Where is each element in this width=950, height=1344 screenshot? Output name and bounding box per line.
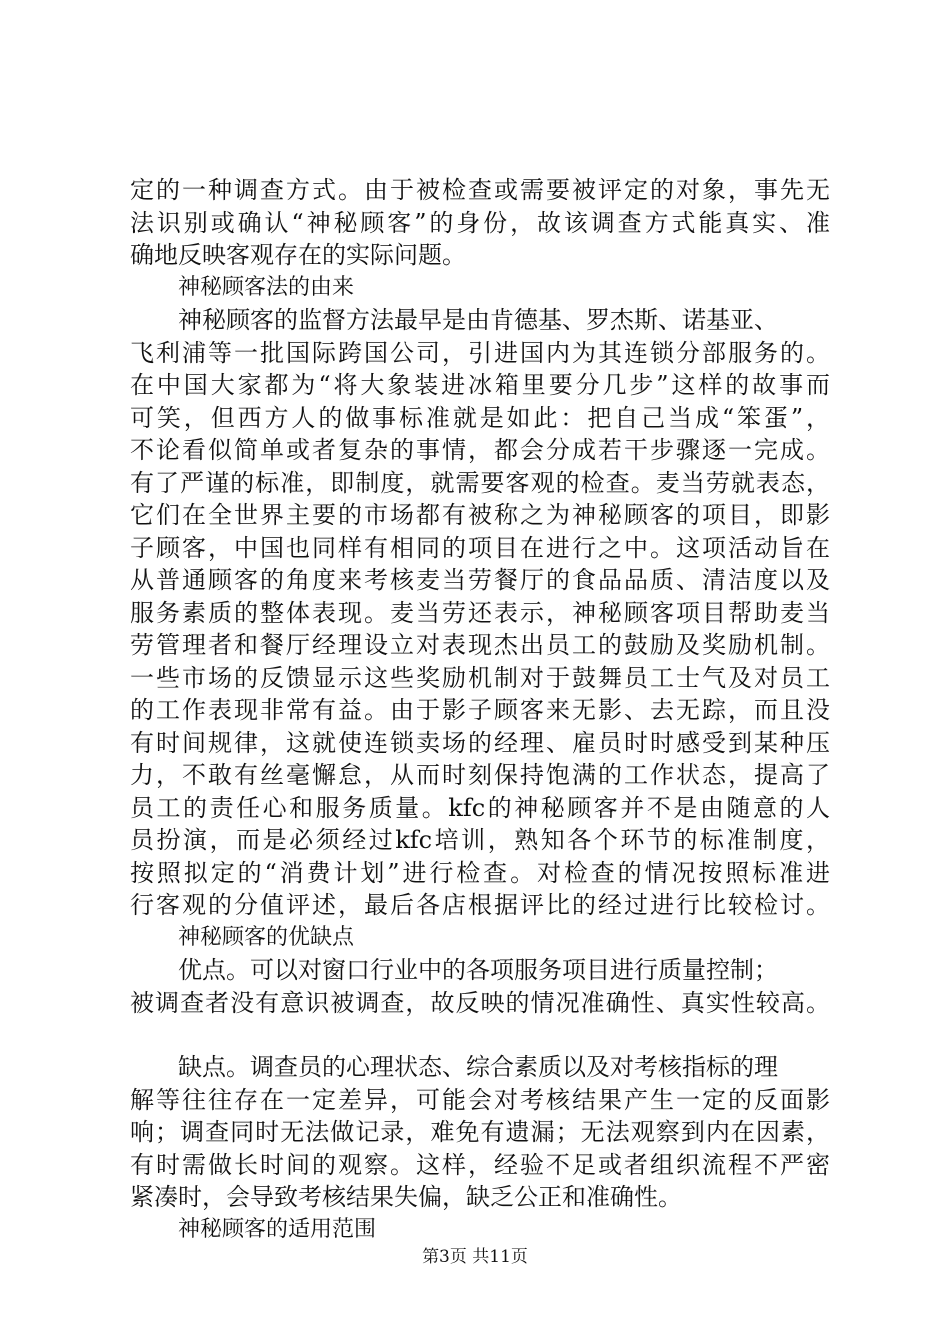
text-line: 劳管理者和餐厅经理设立对表现杰出员工的鼓励及奖励机制。 (130, 631, 830, 659)
text-line: 可笑，但西方人的做事标准就是如此：把自己当成“笨蛋”， (130, 403, 830, 432)
text-line: 有时需做长时间的观察。这样，经验不足或者组织流程不严密 (130, 1150, 830, 1179)
text-line: 有时间规律，这就使连锁卖场的经理、雇员时时感受到某种压 (130, 728, 830, 757)
text-line: 解等往往存在一定差异，可能会对考核结果产生一定的反面影 (130, 1085, 830, 1114)
page-number-footer: 第3页 共11页 (422, 1247, 528, 1267)
text-line: 飞利浦等一批国际跨国公司，引进国内为其连锁分部服务的。 (130, 338, 830, 367)
paragraph-spacer (130, 1019, 830, 1051)
paragraph-cons (130, 1051, 830, 1214)
paragraph-definition (130, 174, 830, 272)
text-line: 在中国大家都为“将大象装进冰箱里要分几步”这样的故事而 (130, 371, 830, 399)
text-line: 紧凑时，会导致考核结果失偏，缺乏公正和准确性。 (130, 1183, 682, 1211)
paragraph-origin (130, 304, 830, 922)
text-line: 力，不敢有丝毫懈怠，从而时刻保持饱满的工作状态，提高了 (130, 761, 830, 789)
text-line: 服务素质的整体表现。麦当劳还表示，神秘顾客项目帮助麦当 (130, 598, 830, 627)
text-line: 的工作表现非常有益。由于影子顾客来无影、去无踪，而且没 (130, 696, 830, 724)
section-heading-scope: 神秘顾客的适用范围 (178, 1216, 377, 1242)
text-line: 子顾客，中国也同样有相同的项目在进行之中。这项活动旨在 (130, 533, 830, 562)
text-line: 被调查者没有意识被调查，故反映的情况准确性、真实性较高。 (130, 988, 830, 1017)
text-line: 从普通顾客的角度来考核麦当劳餐厅的食品品质、清洁度以及 (130, 566, 830, 594)
text-line: 定的一种调查方式。由于被检查或需要被评定的对象，事先无 (130, 176, 830, 204)
text-line: 它们在全世界主要的市场都有被称之为神秘顾客的项目，即影 (130, 501, 830, 529)
text-line: 不论看似简单或者复杂的事情，都会分成若干步骤逐一完成。 (130, 436, 830, 464)
text-line: 行客观的分值评述，最后各店根据评比的经过进行比较检讨。 (130, 891, 830, 919)
text-line: 员扮演，而是必须经过kfc培训，熟知各个环节的标准制度， (130, 826, 830, 854)
section-heading-origin: 神秘顾客法的由来 (178, 274, 355, 300)
document-body (130, 174, 830, 1246)
text-line: 缺点。调查员的心理状态、综合素质以及对考核指标的理 (178, 1053, 778, 1081)
text-line: 优点。可以对窗口行业中的各项服务项目进行质量控制； (178, 956, 778, 984)
text-line: 确地反映客观存在的实际问题。 (130, 241, 466, 269)
paragraph-pros (130, 954, 830, 1019)
text-line: 响；调查同时无法做记录，难免有遗漏；无法观察到内在因素， (130, 1118, 830, 1146)
text-line: 有了严谨的标准，即制度，就需要客观的检查。麦当劳就表态， (130, 468, 830, 497)
text-line: 按照拟定的“消费计划”进行检查。对检查的情况按照标准进 (130, 858, 830, 887)
text-line: 神秘顾客的监督方法最早是由肯德基、罗杰斯、诺基亚、 (178, 306, 778, 334)
section-heading-pros-cons: 神秘顾客的优缺点 (178, 924, 355, 950)
text-line: 员工的责任心和服务质量。kfc的神秘顾客并不是由随意的人 (130, 793, 830, 822)
text-line: 一些市场的反馈显示这些奖励机制对于鼓舞员工士气及对员工 (130, 663, 830, 692)
text-line: 法识别或确认“神秘顾客”的身份，故该调查方式能真实、准 (130, 208, 830, 237)
